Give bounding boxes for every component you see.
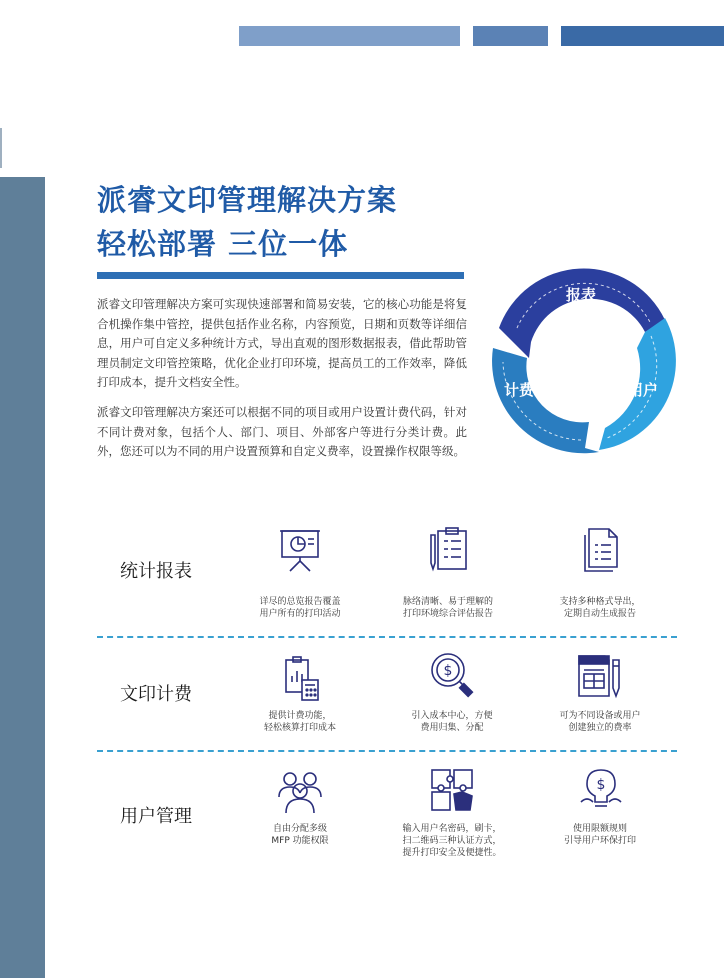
side-tick bbox=[0, 128, 2, 168]
report-calculator-icon bbox=[276, 654, 324, 702]
invoice-pen-icon bbox=[575, 652, 623, 700]
header-bar-2 bbox=[473, 26, 548, 46]
user-group-icon bbox=[276, 767, 324, 815]
caption-billing-2: 引入成本中心，方便 费用归集、分配 bbox=[411, 711, 493, 733]
presentation-chart-icon bbox=[276, 525, 324, 573]
section-title-billing: 文印计费 bbox=[120, 684, 192, 705]
section-divider-2 bbox=[97, 750, 677, 752]
caption-report-3: 支持多种格式导出， 定期自动生成报告 bbox=[559, 597, 641, 619]
cycle-diagram bbox=[477, 262, 677, 462]
cycle-segment-billing bbox=[492, 348, 599, 453]
cycle-label-billing: 计费 bbox=[503, 381, 535, 399]
intro-paragraph-1: 派睿文印管理解决方案可实现快速部署和简易安装，它的核心功能是将复合机操作集中管控，提供包括作业名称，内容预览，日期和页数等详细信息，用户可自定义多种统计方式，导出直观的图形数据报表，借此帮助管理员制定文印管控策略，优化企业打印环境，提高员工的工作效率，降低打印成本，提升文档安全性。 bbox=[97, 297, 467, 389]
section-divider-1 bbox=[97, 636, 677, 638]
documents-list-icon bbox=[575, 525, 623, 573]
header-bar-3 bbox=[561, 26, 724, 46]
puzzle-icon bbox=[428, 766, 476, 814]
cycle-label-report: 报表 bbox=[565, 286, 597, 304]
caption-billing-1: 提供计费功能， 轻松核算打印成本 bbox=[263, 711, 336, 733]
caption-user-2: 输入用户名密码，刷卡， 扫二维码三种认证方式， 提升打印安全及便捷性。 bbox=[402, 824, 502, 858]
caption-report-2: 脉络清晰、易于理解的 打印环境综合评估报告 bbox=[402, 597, 493, 619]
svg-text:$: $ bbox=[596, 777, 606, 793]
caption-user-1: 自由分配多级 MFP 功能权限 bbox=[271, 824, 329, 846]
caption-report-1: 详尽的总览报告覆盖 用户所有的打印活动 bbox=[259, 597, 341, 619]
page-subtitle: 轻松部署 三位一体 bbox=[97, 227, 349, 261]
section-title-user: 用户管理 bbox=[120, 806, 192, 827]
cycle-label-user: 用户 bbox=[627, 381, 659, 399]
dollar-magnifier-icon bbox=[428, 650, 476, 698]
clipboard-checklist-icon bbox=[424, 525, 472, 573]
section-title-report: 统计报表 bbox=[120, 561, 192, 582]
lightbulb-money-icon bbox=[577, 766, 625, 814]
header-bar-1 bbox=[239, 26, 460, 46]
title-rule bbox=[97, 272, 464, 279]
caption-billing-3: 可为不同设备或用户 创建独立的费率 bbox=[559, 711, 641, 733]
intro-paragraph-2: 派睿文印管理解决方案还可以根据不同的项目或用户设置计费代码，针对不同计费对象，包括个人、部门、项目、外部客户等进行分类计费。此外，您还可以为不同的用户设置预算和自定义费率，设置操作权限等级。 bbox=[97, 405, 467, 458]
page-title: 派睿文印管理解决方案 bbox=[97, 183, 398, 217]
side-band bbox=[0, 177, 45, 978]
caption-user-3: 使用限额规则 引导用户环保打印 bbox=[563, 824, 636, 846]
svg-text:$: $ bbox=[443, 663, 453, 679]
